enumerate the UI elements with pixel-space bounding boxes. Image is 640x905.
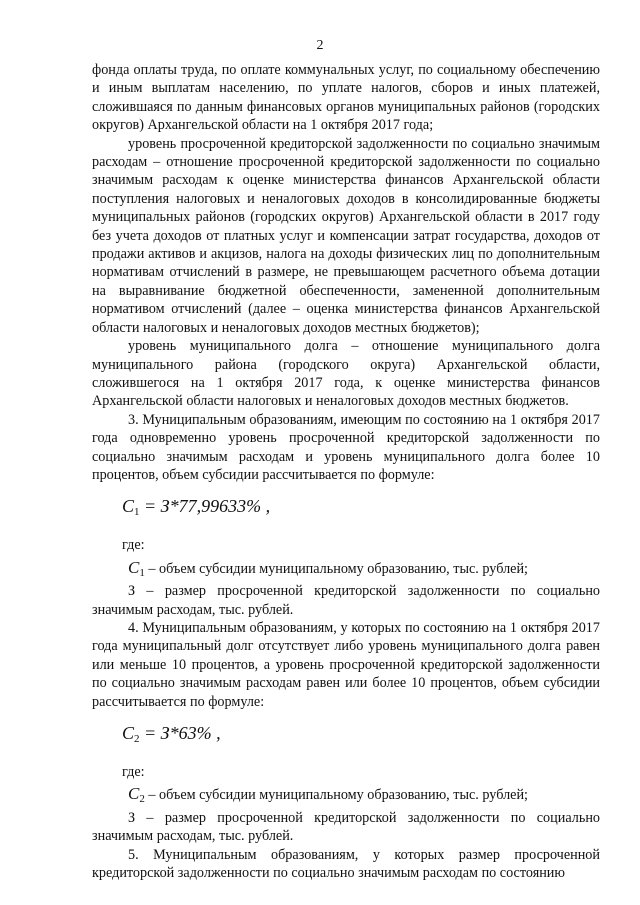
formula-1-rhs: = З*77,99633% , [139,496,271,517]
definition-c2 [92,785,600,808]
formula-2-lhs: C [122,723,135,743]
definition-c1-text: – объем субсидии муниципальному образованию, тыс. рублей; [144,560,528,577]
formula-1-lhs: C [122,496,135,517]
where-label-1: где: [122,537,145,554]
definition-c2-text: – объем субсидии муниципальному образованию, тыс. рублей; [144,787,528,804]
paragraph-municipal-debt-level: уровень муниципального долга – отношение муниципального долга муниципального района (городского округа) Архангельской области, сложившегося на 1 октября 2017 года, к оценке министерства финансов Архангельской области налоговых и неналоговых доходов местных бюджетов. [92,338,600,410]
formula-2-sub: 2 [134,733,140,745]
paragraph-overdue-debt-level: уровень просроченной кредиторской задолженности по социально значимым расходам – отношение просроченной кредиторской задолженности по социально значимым расходам к оценке министерства финансов Архангельской области поступления налоговых и неналоговых доходов в консолидированные бюджеты муниципальных районов (городских округов) Архангельской области в 2017 году без учета доходов от платных услуг и компенсации затрат государства, доходов от продажи активов и акцизов, налога на доходы физических лиц по дополнительным нормативам отчислений в размере, не превышающем расчетного объема дотации на выравнивание бюджетной обеспеченности, замененной дополнительным нормативом отчислений (далее – оценка министерства финансов Архангельской области налоговых и неналоговых доходов местных бюджетов); [92,135,600,336]
paragraph-continuation: фонда оплаты труда, по оплате коммунальных услуг, по социальному обеспечению и иным выплатам населению, по уплате налогов, сборов и иных платежей, сложившаяся по данным финансовых органов муниципальных районов (городских округов) Архангельской области на 1 октября 2017 года; [92,62,600,134]
formula-2 [122,721,600,751]
page-number: 2 [316,38,324,53]
definition-c2-symbol: $C_2$ [128,784,145,806]
formula-2-rhs: = З*63% , [139,723,221,743]
definition-z-1: З – размер просроченной кредиторской задолженности по социально значимым расходам, тыс. рублей. [92,583,600,618]
paragraph-item-4: 4. Муниципальным образованиям, у которых по состоянию на 1 октября 2017 года муниципальный долг отсутствует либо уровень муниципального долга равен или меньше 10 процентов, а уровень просроченной кредиторской задолженности по социально значимым расходам равен или более 10 процентов, объем субсидии рассчитывается по формуле: [92,619,600,710]
paragraph-item-3: 3. Муниципальным образованиям, имеющим по состоянию на 1 октября 2017 года одновременно уровень просроченной кредиторской задолженности по социально значимым расходам и уровень муниципального долга более 10 процентов, объем субсидии рассчитывается по формуле: [92,411,600,483]
where-label-2: где: [122,764,145,780]
paragraph-item-5: 5. Муниципальным образованиям, у которых размер просроченной кредиторской задолженности по социально значимым расходам по состоянию [92,846,600,882]
document-body [92,61,600,882]
definition-c1 [92,559,600,582]
formula-1 [122,494,600,524]
definition-z-2: З – размер просроченной кредиторской задолженности по социально значимым расходам, тыс. рублей. [92,809,600,845]
definition-c1-symbol: $C_1$ [128,557,145,579]
formula-1-sub: 1 [134,506,140,519]
